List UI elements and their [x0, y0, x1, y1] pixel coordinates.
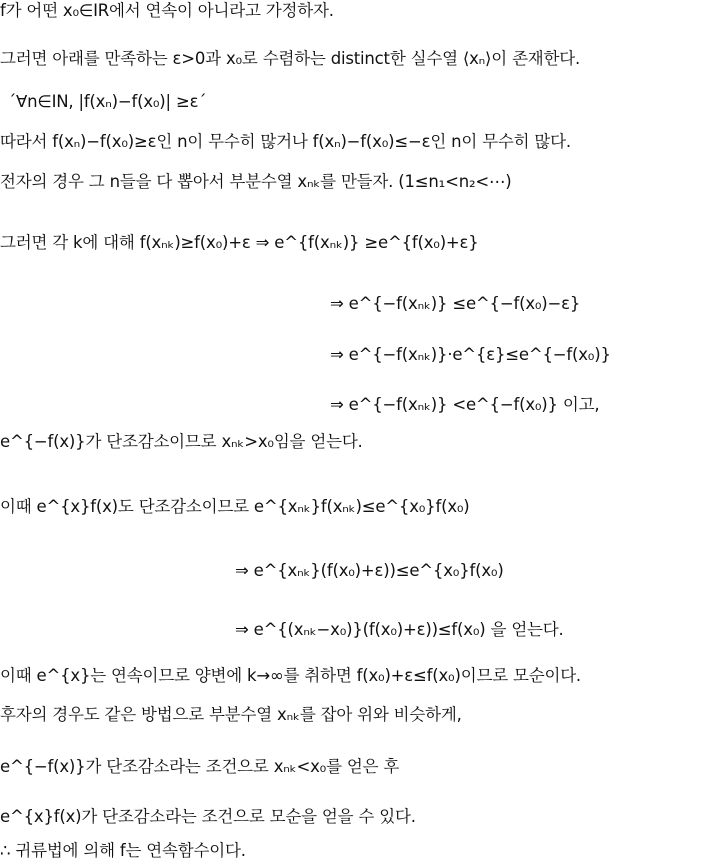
proof-line-6: 그러면 각 k에 대해 f(xₙₖ)≥f(x₀)+ε ⇒ e^{f(xₙₖ)} ≥e^{f(x₀)+ε}: [0, 233, 479, 252]
proof-line-12: ⇒ e^{xₙₖ}(f(x₀)+ε))≤e^{x₀}f(x₀): [235, 561, 504, 580]
proof-line-11: 이때 e^{x}f(x)도 단조감소이므로 e^{xₙₖ}f(xₙₖ)≤e^{x₀}f(x₀): [0, 497, 470, 516]
proof-line-15: 후자의 경우도 같은 방법으로 부분수열 xₙₖ를 잡아 위와 비슷하게,: [0, 705, 462, 724]
proof-line-10: e^{−f(x)}가 단조감소이므로 xₙₖ>x₀임을 얻는다.: [0, 432, 363, 451]
proof-line-16: e^{−f(x)}가 단조감소라는 조건으로 xₙₖ<x₀를 얻은 후: [0, 757, 400, 776]
proof-line-4: 따라서 f(xₙ)−f(x₀)≥ε인 n이 무수히 많거나 f(xₙ)−f(x₀)≤−ε인 n이 무수히 많다.: [0, 132, 571, 151]
proof-line-2: 그러면 아래를 만족하는 ε>0과 x₀로 수렴하는 distinct한 실수열 ⟨xₙ⟩이 존재한다.: [0, 49, 581, 68]
proof-line-1: f가 어떤 x₀∈IR에서 연속이 아니라고 가정하자.: [0, 1, 334, 20]
proof-line-8: ⇒ e^{−f(xₙₖ)}·e^{ε}≤e^{−f(x₀)}: [330, 345, 611, 364]
proof-line-18: ∴ 귀류법에 의해 f는 연속함수이다.: [0, 841, 246, 860]
proof-line-14: 이때 e^{x}는 연속이므로 양변에 k→∞를 취하면 f(x₀)+ε≤f(x₀)이므로 모순이다.: [0, 666, 581, 685]
proof-line-3: ´∀n∈IN, |f(xₙ)−f(x₀)| ≥ε´: [8, 92, 207, 111]
proof-line-9: ⇒ e^{−f(xₙₖ)} <e^{−f(x₀)} 이고,: [330, 395, 600, 414]
proof-line-13: ⇒ e^{(xₙₖ−x₀)}(f(x₀)+ε))≤f(x₀) 을 얻는다.: [235, 620, 564, 639]
proof-line-17: e^{x}f(x)가 단조감소라는 조건으로 모순을 얻을 수 있다.: [0, 807, 416, 826]
proof-line-7: ⇒ e^{−f(xₙₖ)} ≤e^{−f(x₀)−ε}: [330, 294, 581, 313]
proof-line-5: 전자의 경우 그 n들을 다 뽑아서 부분수열 xₙₖ를 만들자. (1≤n₁<n₂<⋯): [0, 172, 512, 191]
